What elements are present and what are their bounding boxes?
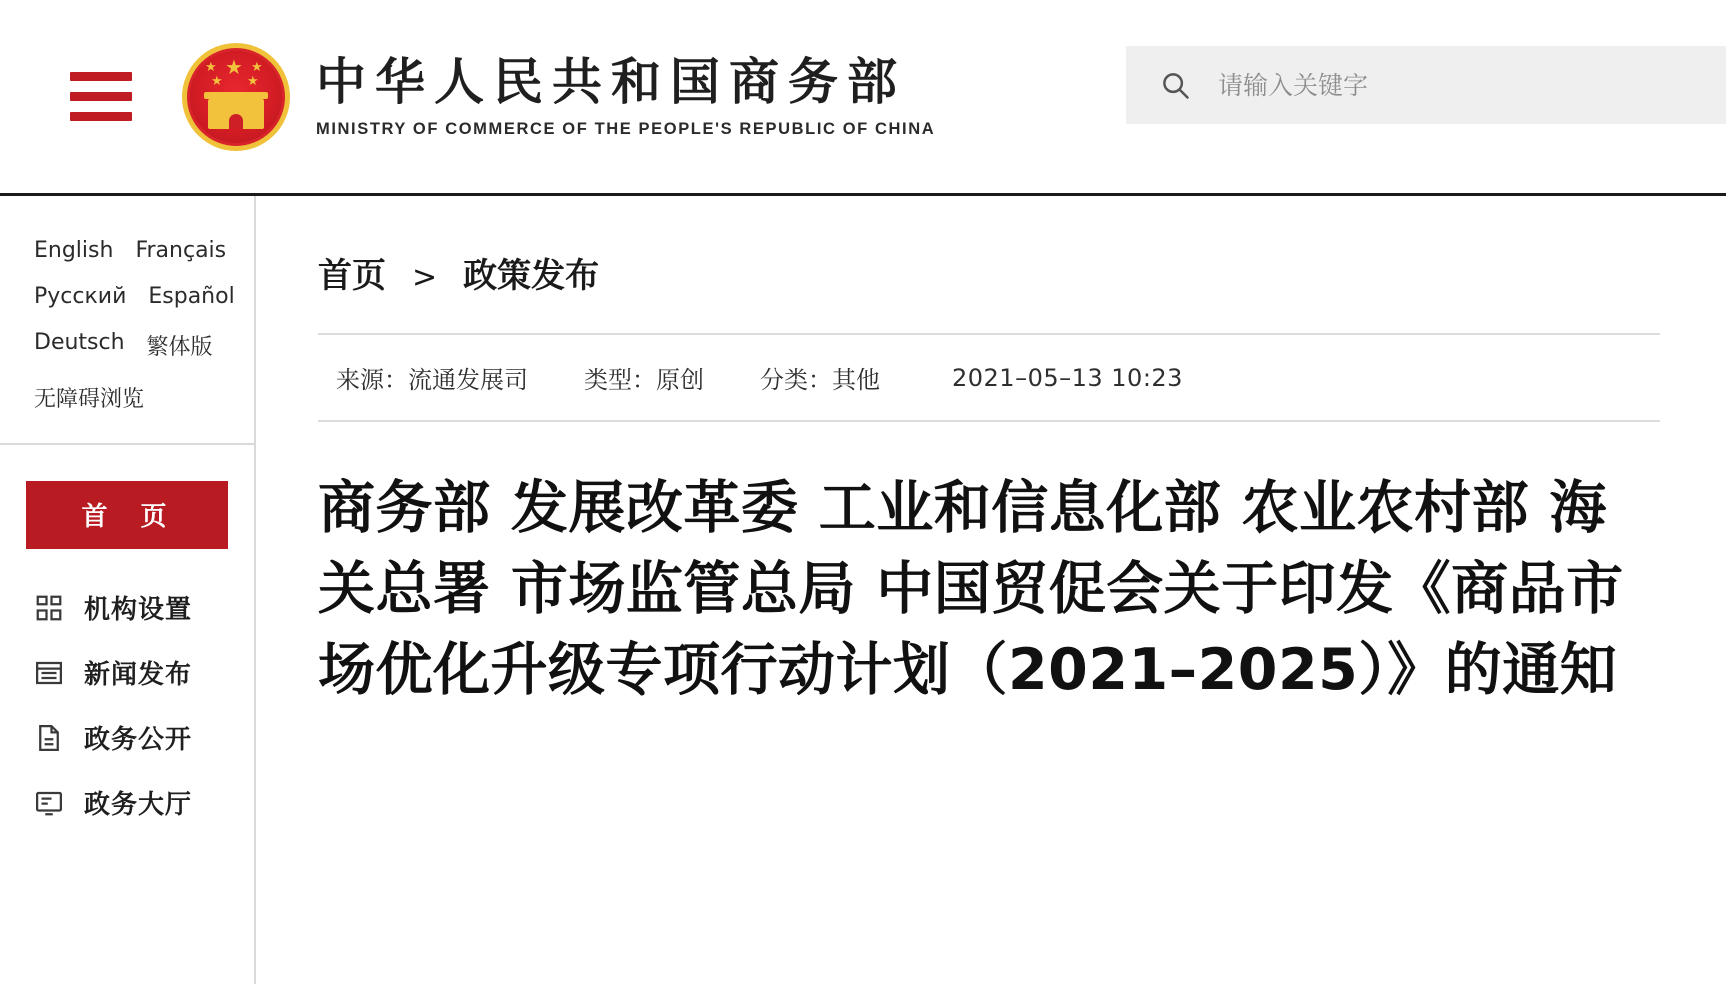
article-title: 商务部 发展改革委 工业和信息化部 农业农村部 海关总署 市场监管总局 中国贸促会关于印发《商品市场优化升级专项行动计划（2021–2025）》的通知 [318, 475, 1624, 703]
language-link-deutsch[interactable]: Deutsch [34, 330, 125, 355]
monitor-icon [34, 788, 64, 818]
sidebar-nav [0, 445, 254, 835]
emblem-star: ★ [211, 72, 223, 88]
meta-category-value: 其他 [832, 366, 880, 394]
article-meta [318, 333, 1660, 422]
accessibility-browse-link[interactable]: 无障碍浏览 [34, 387, 145, 412]
emblem-star: ★ [251, 58, 263, 74]
search-icon[interactable] [1160, 70, 1190, 100]
hamburger-bar [70, 72, 132, 81]
meta-category [760, 360, 880, 395]
emblem-star: ★ [247, 72, 259, 88]
sidebar-item-label: 政务大厅 [84, 790, 193, 820]
language-link-russian[interactable]: Русский [34, 284, 127, 309]
hamburger-icon[interactable] [70, 72, 132, 121]
sidebar-item-service-hall[interactable] [26, 770, 228, 835]
language-row [34, 330, 220, 361]
meta-source-label: 来源： [336, 366, 408, 394]
site-header [0, 0, 1726, 196]
sidebar-item-label: 新闻发布 [84, 660, 193, 690]
emblem-gate [208, 99, 264, 129]
emblem-star: ★ [225, 56, 243, 79]
language-link-traditional-chinese[interactable]: 繁体版 [146, 335, 213, 360]
meta-type-label: 类型： [584, 366, 656, 394]
sidebar-item-home[interactable]: 首 页 [26, 481, 228, 549]
language-row [34, 284, 235, 309]
language-switcher [0, 196, 254, 445]
national-emblem-icon [182, 43, 290, 151]
sidebar-item-label: 机构设置 [84, 595, 193, 625]
site-title-block [316, 54, 935, 139]
grid-icon [34, 593, 64, 623]
sidebar-item-organization[interactable] [26, 575, 228, 640]
search-input[interactable] [1216, 70, 1656, 101]
document-icon [34, 723, 64, 753]
meta-type-value: 原创 [656, 366, 704, 394]
sidebar-item-government-affairs[interactable] [26, 705, 228, 770]
meta-type [584, 360, 704, 395]
emblem-star: ★ [205, 58, 217, 74]
language-link-francais[interactable]: Français [135, 238, 227, 263]
language-link-english[interactable]: English [34, 238, 114, 263]
hamburger-bar [70, 112, 132, 121]
breadcrumb-home[interactable]: 首页 [318, 256, 386, 296]
main-content [256, 196, 1726, 984]
hamburger-bar [70, 92, 132, 101]
language-row [34, 238, 227, 263]
breadcrumb [318, 248, 1660, 297]
meta-source [336, 360, 528, 395]
language-row [34, 382, 220, 413]
breadcrumb-separator: > [412, 260, 438, 295]
emblem-stars [203, 56, 269, 88]
ministry-name-cn: 中华人民共和国商务部 [316, 53, 906, 112]
sidebar-item-news[interactable] [26, 640, 228, 705]
breadcrumb-current[interactable]: 政策发布 [463, 256, 600, 296]
meta-category-label: 分类： [760, 366, 832, 394]
page-body [0, 196, 1726, 984]
sidebar [0, 196, 256, 984]
language-link-espanol[interactable]: Español [148, 284, 235, 309]
meta-source-value: 流通发展司 [408, 366, 528, 394]
sidebar-item-label: 政务公开 [84, 725, 193, 755]
ministry-name-en: MINISTRY OF COMMERCE OF THE PEOPLE'S REPUBLIC OF CHINA [316, 119, 936, 138]
news-icon [34, 658, 64, 688]
meta-datetime: 2021–05–13 10:23 [952, 363, 1183, 392]
search-box[interactable] [1126, 46, 1726, 124]
